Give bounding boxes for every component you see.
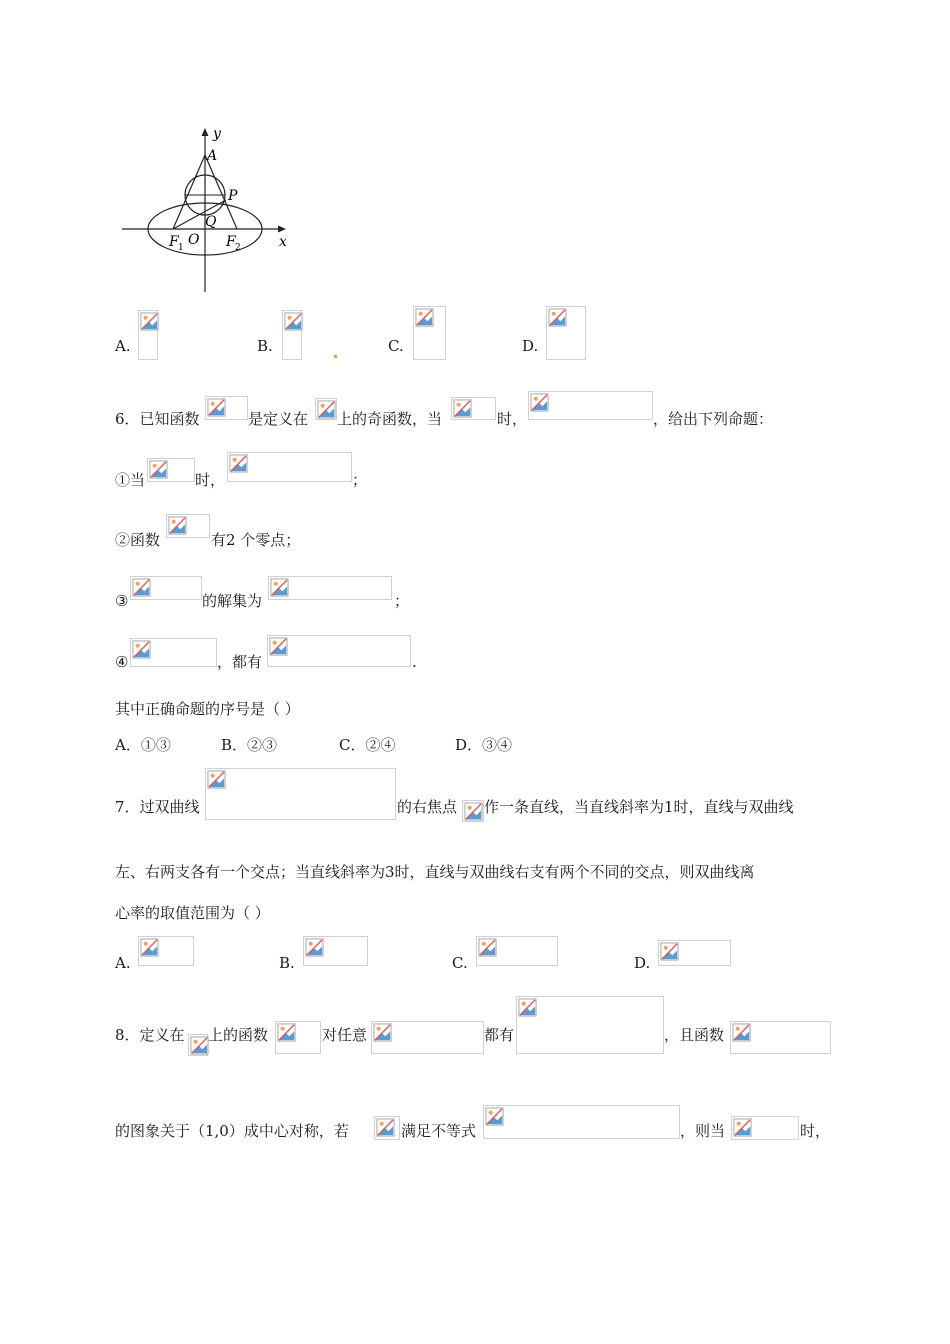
broken-image-icon [277,1023,296,1042]
q6-question: 其中正确命题的序号是（ ） [115,700,300,718]
broken-image-icon [415,308,434,327]
q8-text-3: 对任意 [322,1026,368,1044]
q8-any-image [371,1021,484,1054]
broken-image-icon [207,770,226,789]
label-f1-sub: 1 [178,243,184,253]
broken-image-icon [548,308,567,327]
q6-p3-ineq-image [130,576,202,600]
q6-p2-func-image [166,514,210,538]
q6-text-2: 是定义在 [248,410,309,428]
label-f2-sub: 2 [235,243,241,253]
broken-image-icon [317,400,336,419]
q6-choice-c: C．②④ [339,736,396,754]
q6-p2-text-b: 有2 个零点； [211,531,301,549]
broken-image-icon [132,578,151,597]
q6-p1-text-b: 时， [195,471,226,489]
q6-p4-text-b: ，都有 [217,653,263,671]
broken-image-icon [732,1023,751,1042]
label-f1: F [169,234,179,250]
q5-option-a-image [138,310,158,360]
q6-p4-cond-image [130,638,217,667]
q8-domain-image [188,1034,208,1056]
label-q: Q [205,214,217,230]
q5-option-c-image [413,306,446,360]
broken-image-icon [270,578,289,597]
q7-text-1: 7．过双曲线 [115,798,200,816]
q6-expr-image [528,391,653,420]
q6-p2-text-a: ②函数 [115,531,161,549]
broken-image-icon [660,942,679,961]
broken-image-icon [478,938,497,957]
q6-p3-text-b: 的解集为 [202,592,263,610]
q7-option-d-label: D. [634,954,651,972]
broken-image-icon [376,1118,395,1137]
q6-p3-text-a: ③ [115,592,129,610]
broken-image-icon [229,454,248,473]
broken-image-icon [373,1023,392,1042]
broken-image-icon [269,637,288,656]
q5-option-d-image [546,306,586,360]
q6-p1-text-c: ； [352,471,368,489]
q7-focus-image [462,800,484,822]
broken-image-icon [168,516,187,535]
q7-option-c-label: C. [452,954,468,972]
q6-choice-b: B．②③ [221,736,278,754]
q5-option-d-label: D. [522,337,539,355]
broken-image-icon [485,1107,504,1126]
q8-func-image [275,1021,321,1054]
broken-image-icon [464,802,483,821]
label-p: P [228,188,238,204]
q6-text-1: 6．已知函数 [115,410,200,428]
q7-line-2: 左、右两支各有一个交点；当直线斜率为3时，直线与双曲线右支有两个不同的交点，则双曲线离 [115,863,755,881]
q6-choice-d: D．③④ [455,736,513,754]
q8-line-2-text-a: 的图象关于（1,0）成中心对称，若 [115,1122,349,1140]
broken-image-icon [305,938,324,957]
q6-p4-text-c: . [412,653,417,671]
broken-image-icon [530,393,549,412]
broken-image-icon [207,398,226,417]
broken-image-icon [284,312,303,331]
q7-hyperbola-image [205,768,396,820]
broken-image-icon [140,938,159,957]
broken-image-icon [140,312,159,331]
q7-text-3: 作一条直线，当直线斜率为1时，直线与双曲线 [484,798,794,816]
q8-text-2: 上的函数 [208,1026,269,1044]
q8-range-image [731,1116,799,1140]
label-x: x [279,234,287,250]
q6-choice-a: A．①③ [115,736,171,754]
q7-option-d-image [658,940,731,966]
q6-p1-text-a: ①当 [115,471,146,489]
q8-line-2-text-c: ，则当 [680,1122,726,1140]
q8-shift-func-image [730,1021,831,1054]
q7-text-2: 的右焦点 [397,798,458,816]
q7-option-c-image [476,936,558,966]
q6-p4-text-a: ④ [115,653,129,671]
q6-func-image [205,396,248,420]
q8-s-image [374,1116,400,1140]
q6-p4-expr-image [267,635,411,667]
q5-option-b-label: B. [257,337,273,355]
x-axis-arrow [278,226,286,233]
q7-option-b-label: B. [279,954,295,972]
q7-option-a-label: A. [115,954,131,972]
label-o: O [188,232,200,248]
y-axis-arrow [202,128,209,136]
q8-line-2-text-d: 时， [800,1122,831,1140]
broken-image-icon [132,640,151,659]
q8-ineq-image [516,996,664,1054]
broken-image-icon [149,460,168,479]
q6-p3-set-image [268,576,392,600]
q6-text-5: ，给出下列命题： [653,410,774,428]
label-f2: F [226,234,236,250]
q6-p1-expr-image [227,452,352,482]
q5-option-b-image [282,310,302,360]
q7-option-a-image [138,936,194,966]
q8-text-4: 都有 [484,1026,515,1044]
q6-domain-image [315,398,337,420]
q6-p3-text-c: ； [394,592,410,610]
label-a: A [207,148,218,164]
q7-line-3: 心率的取值范围为（ ） [115,904,270,922]
q8-text-5: ，且函数 [664,1026,725,1044]
q6-text-4: 时， [497,410,528,428]
broken-image-icon [190,1036,209,1055]
stray-mark [334,355,337,358]
geometry-figure [118,122,298,297]
broken-image-icon [733,1118,752,1137]
label-y: y [213,126,221,142]
q6-p1-cond-image [147,458,195,482]
q7-option-b-image [303,936,368,966]
q6-cond-image [451,397,496,420]
q8-text-1: 8．定义在 [115,1026,185,1044]
broken-image-icon [453,399,472,418]
q6-text-3: 上的奇函数，当 [337,410,443,428]
q8-line-2-text-b: 满足不等式 [401,1122,477,1140]
q5-option-a-label: A. [115,337,131,355]
q5-option-c-label: C. [388,337,404,355]
q8-cond-ineq-image [483,1105,680,1139]
broken-image-icon [518,998,537,1017]
